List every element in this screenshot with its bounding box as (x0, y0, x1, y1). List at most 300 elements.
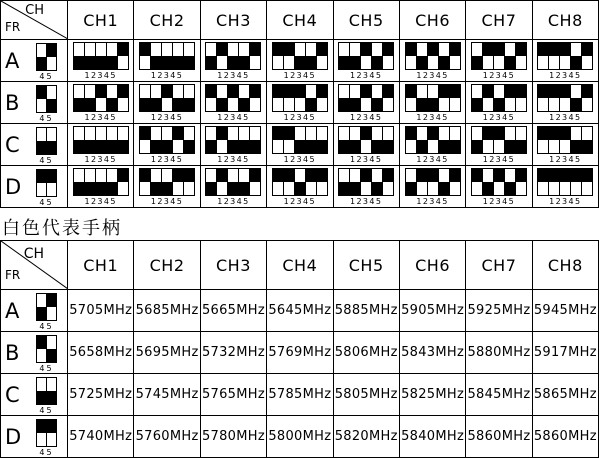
frequency-cell: 5760MHz (134, 416, 200, 458)
frequency-cell: 5885MHz (333, 290, 399, 332)
switch-bit (173, 43, 184, 69)
switch-bit (96, 43, 107, 69)
switch-body (405, 168, 461, 196)
switch-number-label: 12345 (150, 113, 184, 122)
band-dip-switch (36, 43, 57, 81)
switch-body (537, 42, 593, 70)
switch-bit (37, 420, 47, 446)
switch-bit (273, 169, 284, 195)
switch-bit (118, 43, 128, 69)
switch-bit (472, 85, 483, 111)
frequency-cell: 5725MHz (68, 374, 134, 416)
channel-dip-switch (405, 126, 461, 164)
corner-cell (1, 241, 68, 290)
switch-bit (37, 336, 47, 362)
channel-dip-switch (139, 84, 195, 122)
switch-body (537, 168, 593, 196)
band-letter: B (5, 90, 20, 115)
switch-body (205, 126, 261, 154)
switch-bit (239, 43, 250, 69)
frequency-cell: 5825MHz (399, 374, 465, 416)
switch-body (405, 84, 461, 112)
freq-row-b (1, 332, 599, 374)
switch-bit (47, 170, 56, 196)
switch-bit (361, 85, 372, 111)
band-letter: A (5, 48, 20, 73)
switch-bit (239, 85, 250, 111)
band-row-header (1, 40, 68, 82)
frequency-cell: 5860MHz (466, 416, 532, 458)
channel-dip-switch (338, 168, 394, 206)
switch-bit (549, 43, 560, 69)
switch-bit (516, 169, 526, 195)
channel-dip-switch (272, 84, 328, 122)
switch-body (338, 42, 394, 70)
switch-bit (295, 127, 306, 153)
switch-bit (107, 127, 118, 153)
switch-bit (306, 43, 317, 69)
switch-bit (516, 85, 526, 111)
switch-bit (295, 85, 306, 111)
frequency-cell: 5820MHz (333, 416, 399, 458)
switch-bit (173, 127, 184, 153)
switch-body (405, 42, 461, 70)
channel-switch-cell (333, 166, 399, 208)
switch-bit (571, 169, 582, 195)
switch-body (272, 42, 328, 70)
channel-switch-cell (532, 124, 598, 166)
switch-body (537, 84, 593, 112)
channel-dip-switch (471, 126, 527, 164)
switch-number-label: 12345 (84, 155, 117, 164)
channel-switch-cell (399, 40, 465, 82)
switch-bit (47, 336, 56, 362)
switch-bit (306, 85, 317, 111)
frequency-cell: 5685MHz (134, 290, 200, 332)
band-dip-switch (36, 169, 57, 207)
switch-bit (571, 85, 582, 111)
switch-bit (317, 169, 327, 195)
switch-bit (406, 43, 417, 69)
channel-header: CH8 (532, 241, 598, 290)
channel-switch-cell (267, 166, 333, 208)
switch-bit (47, 128, 56, 154)
channel-switch-cell (200, 166, 266, 208)
switch-bit (428, 127, 439, 153)
dip-row-a (1, 40, 599, 82)
switch-number-label: 12345 (150, 155, 184, 164)
channel-dip-switch (537, 126, 593, 164)
frequency-cell: 5945MHz (532, 290, 598, 332)
switch-bit (439, 85, 450, 111)
switch-bit (96, 169, 107, 195)
switch-body (36, 127, 57, 155)
switch-bit (228, 169, 239, 195)
channel-switch-cell (68, 40, 134, 82)
channel-switch-cell (200, 124, 266, 166)
channel-header: CH1 (68, 1, 134, 40)
channel-switch-cell (68, 166, 134, 208)
switch-bit (483, 43, 494, 69)
switch-body (36, 43, 57, 71)
switch-bit (118, 169, 128, 195)
freq-row-a (1, 290, 599, 332)
switch-body (36, 169, 57, 197)
switch-bit (582, 43, 592, 69)
channel-switch-cell (532, 166, 598, 208)
channel-dip-switch (272, 42, 328, 80)
switch-number-label: 12345 (349, 113, 383, 122)
switch-bit (228, 127, 239, 153)
switch-body (205, 168, 261, 196)
switch-bit (37, 128, 47, 154)
channel-header: CH5 (333, 1, 399, 40)
frequency-cell: 5905MHz (399, 290, 465, 332)
channel-switch-cell (333, 40, 399, 82)
switch-bit (317, 85, 327, 111)
channel-switch-cell (466, 124, 532, 166)
channel-header: CH4 (267, 1, 333, 40)
band-letter: C (5, 382, 20, 407)
channel-dip-switch (272, 168, 328, 206)
channel-switch-cell (200, 82, 266, 124)
switch-number-label: 12345 (217, 71, 250, 80)
band-letter: C (5, 132, 20, 157)
channel-dip-switch (139, 42, 195, 80)
switch-bit (217, 169, 228, 195)
switch-bit (361, 169, 372, 195)
switch-bit (107, 43, 118, 69)
frequency-cell: 5917MHz (532, 332, 598, 374)
channel-dip-switch (272, 126, 328, 164)
switch-bit (494, 169, 505, 195)
switch-bit (47, 420, 56, 446)
channel-dip-switch (537, 84, 593, 122)
switch-bit (107, 85, 118, 111)
band-dip-switch (36, 335, 57, 373)
switch-bit (339, 85, 350, 111)
channel-header: CH2 (134, 241, 200, 290)
switch-bit (406, 127, 417, 153)
channel-dip-switch (73, 168, 129, 206)
switch-bit (37, 44, 47, 70)
band-letter: D (5, 424, 22, 449)
frequency-cell: 5785MHz (267, 374, 333, 416)
switch-body (471, 84, 527, 112)
switch-bit (85, 169, 96, 195)
switch-body (139, 168, 195, 196)
switch-bit (383, 85, 393, 111)
switch-number-label: 45 (39, 364, 54, 373)
switch-number-label: 12345 (482, 113, 516, 122)
corner-ch-label: CH (25, 3, 44, 18)
switch-number-label: 12345 (349, 71, 383, 80)
frequency-table (0, 240, 599, 458)
switch-bit (582, 127, 592, 153)
band-dip-switch (36, 85, 57, 123)
switch-bit (306, 127, 317, 153)
switch-bit (450, 85, 460, 111)
switch-bit (228, 43, 239, 69)
frequency-cell: 5645MHz (267, 290, 333, 332)
switch-bit (571, 43, 582, 69)
switch-bit (383, 43, 393, 69)
switch-bit (228, 85, 239, 111)
switch-number-label: 12345 (217, 155, 250, 164)
switch-body (36, 377, 57, 405)
switch-number-label: 45 (39, 322, 54, 331)
channel-header: CH4 (267, 241, 333, 290)
switch-bit (295, 43, 306, 69)
switch-bit (151, 43, 162, 69)
switch-bit (140, 43, 151, 69)
switch-bit (217, 85, 228, 111)
channel-switch-cell (267, 40, 333, 82)
switch-bit (350, 85, 361, 111)
switch-bit (483, 85, 494, 111)
switch-bit (549, 169, 560, 195)
switch-bit (428, 43, 439, 69)
switch-bit (250, 169, 260, 195)
switch-bit (549, 127, 560, 153)
switch-bit (250, 127, 260, 153)
switch-number-label: 45 (39, 72, 54, 81)
switch-bit (162, 85, 173, 111)
channel-switch-cell (134, 166, 200, 208)
switch-bit (450, 43, 460, 69)
switch-bit (417, 43, 428, 69)
channel-switch-cell (399, 82, 465, 124)
frequency-cell: 5806MHz (333, 332, 399, 374)
switch-bit (250, 43, 260, 69)
switch-bit (74, 43, 85, 69)
switch-body (405, 126, 461, 154)
frequency-cell: 5925MHz (466, 290, 532, 332)
switch-number-label: 45 (39, 156, 54, 165)
channel-switch-cell (466, 40, 532, 82)
switch-number-label: 45 (39, 198, 54, 207)
switch-bit (74, 127, 85, 153)
switch-number-label: 12345 (217, 113, 250, 122)
switch-body (338, 84, 394, 112)
switch-bit (383, 127, 393, 153)
switch-bit (151, 127, 162, 153)
switch-bit (295, 169, 306, 195)
switch-body (73, 84, 129, 112)
switch-bit (107, 169, 118, 195)
channel-header: CH2 (134, 1, 200, 40)
switch-bit (439, 43, 450, 69)
switch-bit (273, 43, 284, 69)
dip-header-row (1, 1, 599, 40)
switch-number-label: 12345 (150, 71, 184, 80)
switch-number-label: 12345 (217, 197, 250, 206)
switch-bit (140, 85, 151, 111)
channel-dip-switch (405, 168, 461, 206)
switch-bit (284, 85, 295, 111)
switch-bit (96, 85, 107, 111)
channel-switch-cell (399, 166, 465, 208)
switch-bit (372, 127, 383, 153)
channel-dip-switch (338, 84, 394, 122)
switch-bit (439, 169, 450, 195)
switch-bit (37, 294, 47, 320)
band-row-header (1, 332, 68, 374)
switch-bit (217, 43, 228, 69)
dip-row-d (1, 166, 599, 208)
switch-bit (85, 85, 96, 111)
frequency-cell: 5658MHz (68, 332, 134, 374)
switch-bit (538, 169, 549, 195)
switch-bit (85, 43, 96, 69)
switch-bit (206, 43, 217, 69)
switch-bit (184, 85, 194, 111)
switch-bit (306, 169, 317, 195)
channel-header: CH3 (200, 1, 266, 40)
channel-switch-cell (333, 82, 399, 124)
switch-bit (284, 43, 295, 69)
switch-body (537, 126, 593, 154)
switch-bit (505, 85, 516, 111)
freq-row-d (1, 416, 599, 458)
channel-dip-switch (139, 168, 195, 206)
band-dip-switch (36, 127, 57, 165)
switch-bit (439, 127, 450, 153)
band-row-header (1, 124, 68, 166)
switch-bit (428, 169, 439, 195)
dip-row-c (1, 124, 599, 166)
switch-bit (118, 85, 128, 111)
switch-number-label: 12345 (84, 113, 117, 122)
switch-bit (184, 43, 194, 69)
channel-dip-switch (405, 42, 461, 80)
switch-bit (417, 127, 428, 153)
switch-bit (47, 294, 56, 320)
switch-bit (417, 85, 428, 111)
switch-bit (483, 169, 494, 195)
band-letter: A (5, 298, 20, 323)
switch-bit (472, 127, 483, 153)
band-dip-switch (36, 293, 57, 331)
switch-body (73, 168, 129, 196)
switch-body (471, 42, 527, 70)
channel-dip-switch (338, 126, 394, 164)
switch-body (338, 168, 394, 196)
switch-bit (549, 85, 560, 111)
frequency-cell: 5665MHz (200, 290, 266, 332)
switch-body (139, 42, 195, 70)
switch-bit (206, 127, 217, 153)
switch-number-label: 12345 (283, 71, 317, 80)
channel-dip-switch (537, 42, 593, 80)
channel-header: CH5 (333, 241, 399, 290)
switch-bit (350, 43, 361, 69)
switch-bit (273, 85, 284, 111)
switch-bit (406, 85, 417, 111)
switch-number-label: 12345 (283, 197, 317, 206)
channel-dip-switch (537, 168, 593, 206)
switch-bit (47, 86, 56, 112)
switch-number-label: 12345 (549, 113, 582, 122)
switch-bit (483, 127, 494, 153)
switch-bit (162, 127, 173, 153)
switch-bit (350, 127, 361, 153)
switch-body (205, 42, 261, 70)
switch-bit (582, 85, 592, 111)
switch-bit (372, 85, 383, 111)
channel-switch-cell (333, 124, 399, 166)
band-letter: B (5, 340, 20, 365)
band-dip-switch (36, 377, 57, 415)
freq-row-c (1, 374, 599, 416)
switch-bit (162, 169, 173, 195)
channel-switch-cell (68, 124, 134, 166)
band-row-header (1, 166, 68, 208)
switch-bit (538, 43, 549, 69)
switch-body (471, 168, 527, 196)
switch-bit (472, 43, 483, 69)
switch-body (139, 84, 195, 112)
switch-bit (140, 169, 151, 195)
channel-header: CH8 (532, 1, 598, 40)
switch-bit (151, 169, 162, 195)
channel-dip-switch (139, 126, 195, 164)
switch-body (272, 168, 328, 196)
switch-number-label: 12345 (416, 113, 449, 122)
switch-bit (239, 169, 250, 195)
frequency-cell: 5845MHz (466, 374, 532, 416)
channel-switch-cell (68, 82, 134, 124)
switch-bit (383, 169, 393, 195)
band-row-header (1, 290, 68, 332)
switch-number-label: 45 (39, 406, 54, 415)
channel-dip-switch (405, 84, 461, 122)
switch-bit (505, 43, 516, 69)
channel-switch-cell (200, 40, 266, 82)
switch-bit (47, 378, 56, 404)
frequency-cell: 5865MHz (532, 374, 598, 416)
switch-bit (37, 378, 47, 404)
switch-bit (273, 127, 284, 153)
switch-body (36, 293, 57, 321)
switch-number-label: 12345 (349, 155, 383, 164)
switch-bit (494, 43, 505, 69)
frequency-cell: 5695MHz (134, 332, 200, 374)
switch-bit (317, 127, 327, 153)
channel-dip-switch (73, 84, 129, 122)
switch-bit (37, 170, 47, 196)
channel-header: CH1 (68, 241, 134, 290)
switch-bit (250, 85, 260, 111)
switch-bit (173, 169, 184, 195)
switch-bit (74, 169, 85, 195)
switch-number-label: 12345 (416, 71, 449, 80)
frequency-cell: 5732MHz (200, 332, 266, 374)
switch-body (73, 126, 129, 154)
switch-number-label: 12345 (482, 71, 516, 80)
switch-body (36, 419, 57, 447)
channel-dip-switch (338, 42, 394, 80)
switch-body (36, 335, 57, 363)
switch-bit (217, 127, 228, 153)
channel-dip-switch (205, 168, 261, 206)
switch-bit (372, 43, 383, 69)
channel-dip-switch (205, 126, 261, 164)
channel-dip-switch (73, 126, 129, 164)
switch-bit (361, 43, 372, 69)
switch-bit (560, 169, 571, 195)
frequency-cell: 5769MHz (267, 332, 333, 374)
